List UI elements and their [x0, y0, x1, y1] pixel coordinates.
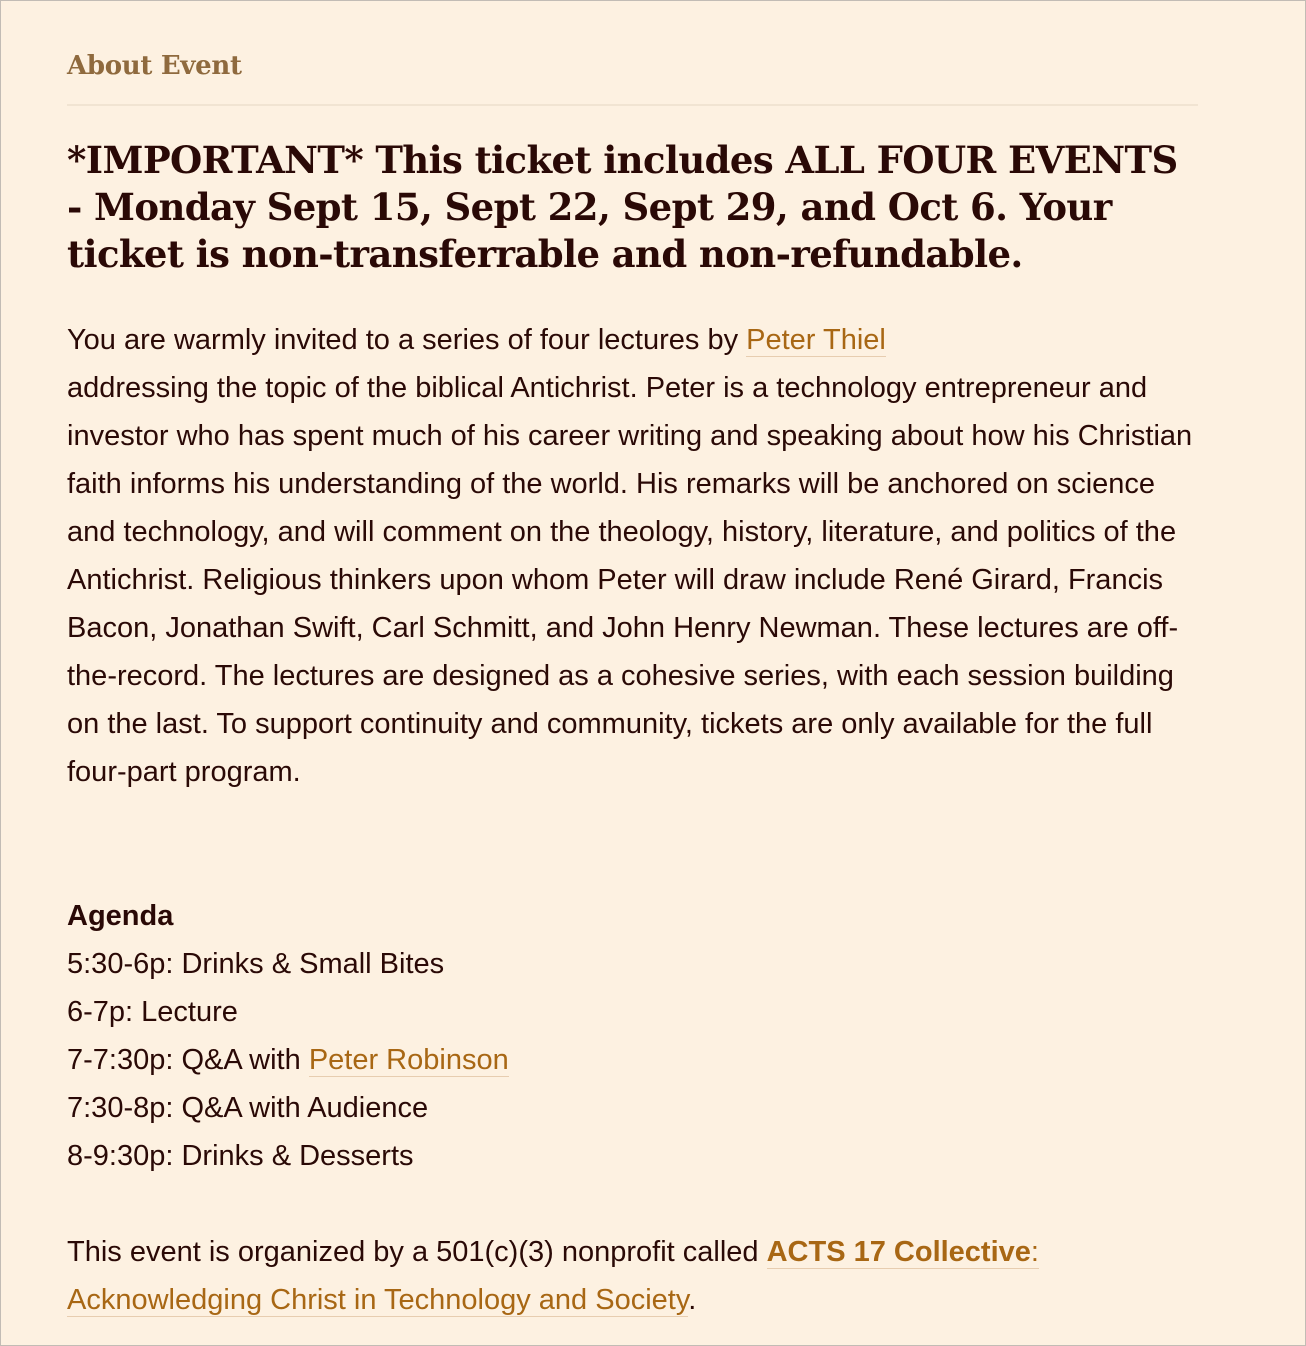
event-description: [67, 316, 1199, 796]
agenda-item: 8-9:30p: Drinks & Desserts: [67, 1140, 414, 1172]
organizer-name: ACTS 17 Collective: [766, 1236, 1031, 1268]
agenda-item: 6-7p: Lecture: [67, 996, 238, 1028]
organizer-text-end: .: [688, 1284, 697, 1316]
agenda-title: Agenda: [67, 900, 174, 932]
description-text-start: You are warmly invited to a series of four lectures by: [67, 324, 747, 356]
organizer-text: This event is organized by a 501(c)(3) nonprofit called: [67, 1236, 767, 1268]
speaker-link[interactable]: Peter Thiel: [746, 324, 886, 356]
important-notice-heading: *IMPORTANT* This ticket includes ALL FOUR EVENTS - Monday Sept 15, Sept 22, Sept 29, and Oct 6. Your ticket is non-transferrable and non-refundable.: [67, 138, 1178, 276]
agenda: [67, 892, 1199, 1180]
section-label: About Event: [67, 51, 242, 81]
organizer-tagline: : Acknowledging Christ in Technology and Society: [67, 1236, 1039, 1316]
agenda-item-text: 7-7:30p: Q&A with: [67, 1044, 309, 1076]
organizer-note: [67, 1228, 1199, 1324]
agenda-item: [67, 1036, 1199, 1084]
agenda-item: 5:30-6p: Drinks & Small Bites: [67, 948, 445, 980]
agenda-item: 7:30-8p: Q&A with Audience: [67, 1092, 429, 1124]
section-divider: [67, 104, 1198, 106]
description-text-rest: addressing the topic of the biblical Antichrist. Peter is a technology entrepreneur and investor who has spent much of his career writing and speaking about how his Christian faith informs his understanding of the world. His remarks will be anchored on science and technology, and will comment on the theology, history, literature, and politics of the Antichrist. Religious thinkers upon whom Peter will draw include René Girard, Francis Bacon, Jonathan Swift, Carl Schmitt, and John Henry Newman. These lectures are off-the-record. The lectures are designed as a cohesive series, with each session building on the last. To support continuity and community, tickets are only available for the full four-part program.: [67, 372, 1193, 788]
moderator-link[interactable]: Peter Robinson: [308, 1044, 509, 1076]
